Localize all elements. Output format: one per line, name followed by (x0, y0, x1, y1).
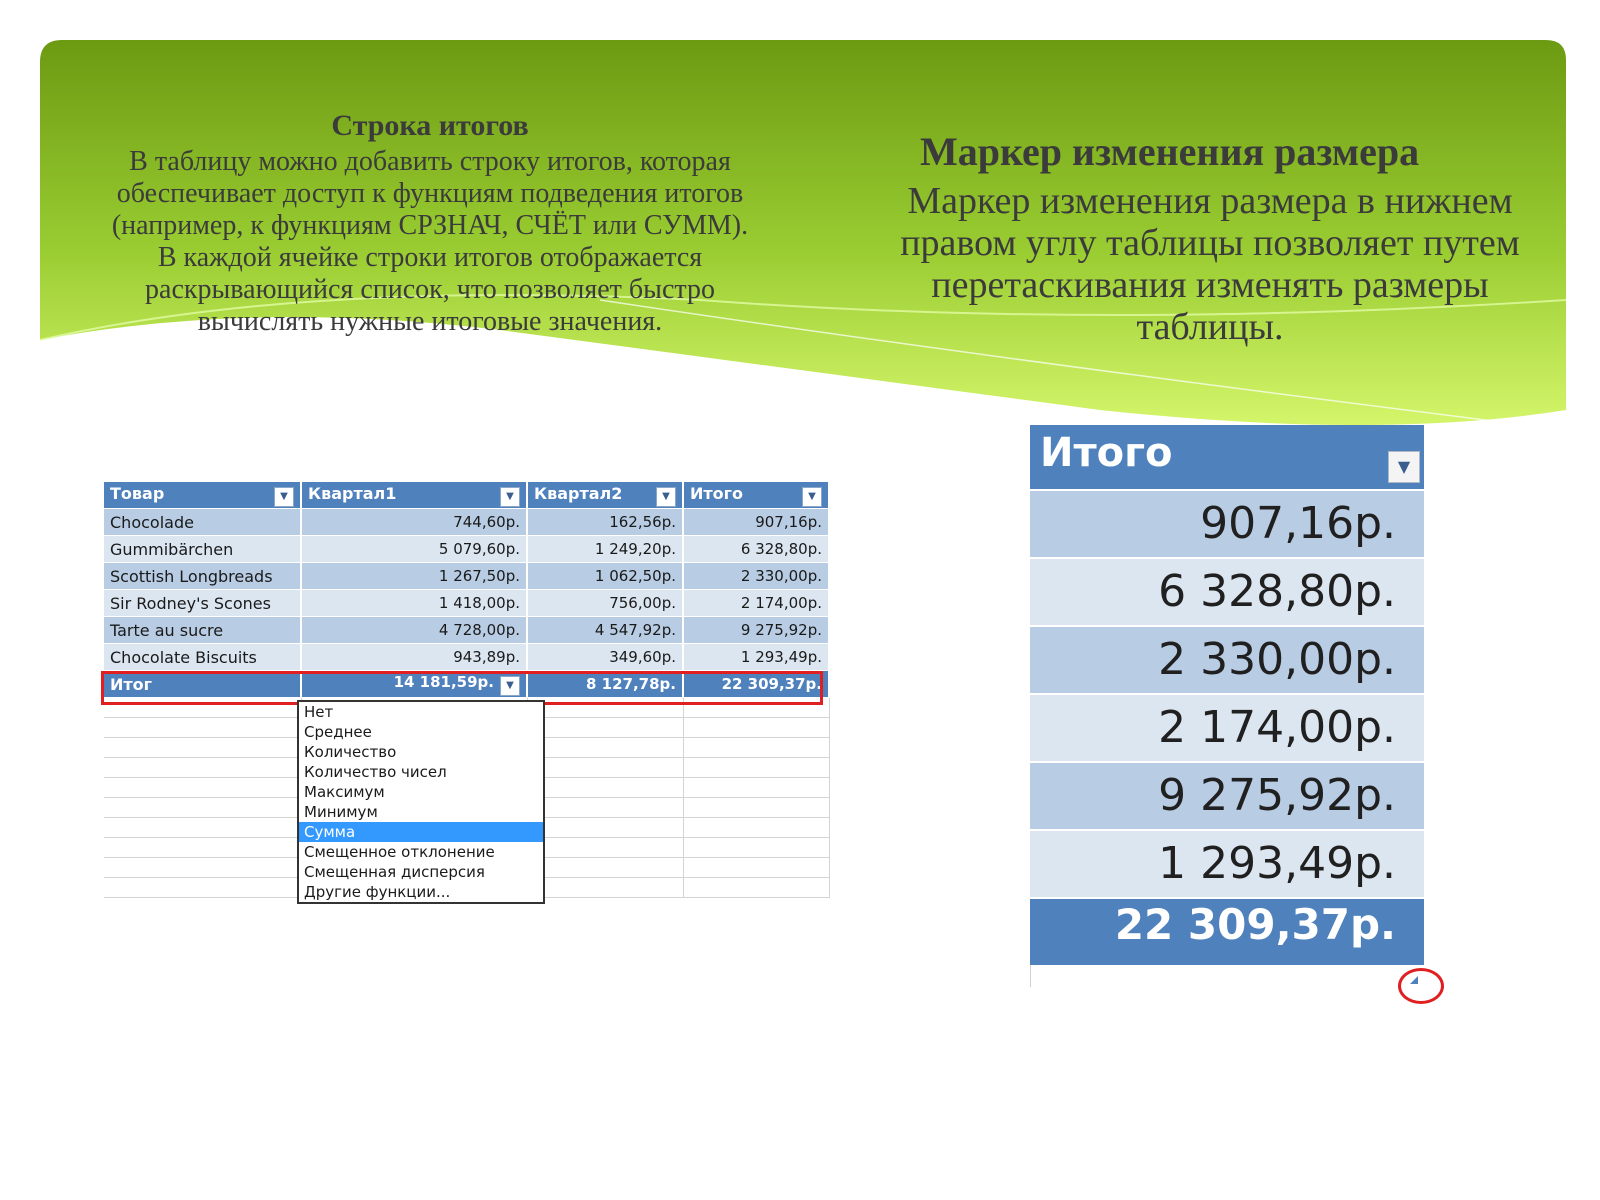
dropdown-arrow-icon[interactable]: ▼ (1388, 451, 1420, 483)
header-cell[interactable]: Квартал2 ▼ (527, 482, 683, 509)
empty-cell[interactable] (104, 838, 301, 858)
empty-cell[interactable] (683, 878, 829, 898)
empty-cell[interactable] (683, 718, 829, 738)
table-row (104, 563, 829, 590)
value-cell[interactable]: 5 079,60р. (301, 536, 527, 563)
value-cell[interactable]: 1 293,49р. (683, 644, 829, 671)
zoom-value-row[interactable]: 6 328,80р. (1030, 557, 1424, 625)
resize-marker-heading: Маркер изменения размера (920, 129, 1420, 174)
value-cell[interactable]: 1 062,50р. (527, 563, 683, 590)
empty-cell[interactable] (527, 838, 683, 858)
empty-cell[interactable] (104, 818, 301, 838)
dropdown-arrow-icon[interactable]: ▼ (656, 487, 676, 507)
value-cell[interactable]: 744,60р. (301, 509, 527, 536)
zoom-total-row[interactable]: 22 309,37р. (1030, 897, 1424, 965)
table-row (104, 590, 829, 617)
total-label-cell[interactable]: Итог (104, 671, 301, 698)
empty-cell[interactable] (683, 818, 829, 838)
empty-cell[interactable] (527, 758, 683, 778)
product-cell[interactable]: Tarte au sucre (104, 617, 301, 644)
zoomed-total-column (1030, 425, 1424, 987)
empty-cell[interactable] (104, 698, 301, 718)
resize-marker-description (880, 128, 1540, 348)
empty-cell[interactable] (683, 778, 829, 798)
dropdown-arrow-icon[interactable]: ▼ (500, 487, 520, 507)
dropdown-arrow-icon[interactable]: ▼ (500, 676, 520, 696)
resize-marker-body: Маркер изменения размера в нижнем правом углу таблицы позволяет путем перетаскивания изменять размеры таблицы. (900, 180, 1520, 348)
zoom-header (1030, 425, 1424, 489)
value-cell[interactable]: 907,16р. (683, 509, 829, 536)
empty-cell[interactable] (527, 818, 683, 838)
table-row (104, 644, 829, 671)
empty-cell[interactable] (527, 858, 683, 878)
header-cell[interactable]: Квартал1 ▼ (301, 482, 527, 509)
product-cell[interactable]: Sir Rodney's Scones (104, 590, 301, 617)
dropdown-item[interactable]: Нет (304, 703, 334, 721)
empty-cell[interactable] (104, 738, 301, 758)
dropdown-item-selected[interactable]: Сумма (299, 822, 543, 842)
total-row (104, 671, 829, 698)
empty-cell[interactable] (683, 698, 829, 718)
empty-cell[interactable] (527, 798, 683, 818)
value-cell[interactable]: 4 728,00р. (301, 617, 527, 644)
value-cell[interactable]: 2 174,00р. (683, 590, 829, 617)
value-cell[interactable]: 1 418,00р. (301, 590, 527, 617)
dropdown-item[interactable]: Смещенная дисперсия (304, 863, 485, 881)
value-cell[interactable]: 349,60р. (527, 644, 683, 671)
total-value-cell[interactable]: ▼ 14 181,59р. (301, 671, 527, 698)
total-value-cell[interactable]: 22 309,37р. (683, 671, 829, 698)
zoom-value-row[interactable]: 2 330,00р. (1030, 625, 1424, 693)
dropdown-arrow-icon[interactable]: ▼ (274, 487, 294, 507)
value-cell[interactable]: 162,56р. (527, 509, 683, 536)
value-cell[interactable]: 1 249,20р. (527, 536, 683, 563)
value-cell[interactable]: 4 547,92р. (527, 617, 683, 644)
empty-cell[interactable] (527, 718, 683, 738)
total-function-dropdown[interactable] (297, 700, 545, 904)
empty-cell[interactable] (527, 698, 683, 718)
product-cell[interactable]: Chocolade (104, 509, 301, 536)
excel-table (104, 482, 830, 901)
product-cell[interactable]: Chocolate Biscuits (104, 644, 301, 671)
dropdown-item[interactable]: Смещенное отклонение (304, 843, 495, 861)
table-header-row (104, 482, 829, 509)
zoom-header-label: Итого (1040, 430, 1173, 476)
empty-cell[interactable] (104, 758, 301, 778)
value-cell[interactable]: 943,89р. (301, 644, 527, 671)
empty-cell[interactable] (683, 838, 829, 858)
dropdown-item[interactable]: Среднее (304, 723, 372, 741)
empty-cell[interactable] (683, 758, 829, 778)
total-row-body: В таблицу можно добавить строку итогов, которая обеспечивает доступ к функциям подведения итогов (например, к функциям СРЗНАЧ, СЧЁТ или СУММ). В каждой ячейке строки итогов отображается раскрывающийся список, что позволяет быстро вычислять нужные итоговые значения. (111, 146, 749, 337)
header-cell[interactable]: Итого ▼ (683, 482, 829, 509)
total-row-heading: Строка итогов (331, 109, 529, 142)
value-cell[interactable]: 2 330,00р. (683, 563, 829, 590)
empty-cell[interactable] (104, 878, 301, 898)
empty-cell[interactable] (683, 798, 829, 818)
empty-cell[interactable] (527, 738, 683, 758)
empty-cell[interactable] (104, 778, 301, 798)
empty-cell[interactable] (104, 858, 301, 878)
empty-cell[interactable] (527, 778, 683, 798)
empty-cell[interactable] (527, 878, 683, 898)
table-row (104, 509, 829, 536)
zoom-value-row[interactable]: 1 293,49р. (1030, 829, 1424, 897)
zoom-value-row[interactable]: 907,16р. (1030, 489, 1424, 557)
empty-cell[interactable] (104, 718, 301, 738)
value-cell[interactable]: 6 328,80р. (683, 536, 829, 563)
header-cell[interactable]: Товар ▼ (104, 482, 301, 509)
table-row (104, 617, 829, 644)
product-cell[interactable]: Gummibärchen (104, 536, 301, 563)
dropdown-item[interactable]: Другие функции... (304, 883, 451, 901)
value-cell[interactable]: 756,00р. (527, 590, 683, 617)
dropdown-item[interactable]: Минимум (304, 803, 378, 821)
dropdown-item[interactable]: Количество (304, 743, 397, 761)
zoom-tail (1030, 965, 1424, 987)
total-value-cell[interactable]: 8 127,78р. (527, 671, 683, 698)
zoom-value-row[interactable]: 9 275,92р. (1030, 761, 1424, 829)
zoom-value-row[interactable]: 2 174,00р. (1030, 693, 1424, 761)
resize-handle-highlight (1398, 968, 1444, 1004)
total-row-description (110, 108, 750, 338)
empty-cell[interactable] (104, 798, 301, 818)
dropdown-item[interactable]: Максимум (304, 783, 385, 801)
value-cell[interactable]: 9 275,92р. (683, 617, 829, 644)
product-cell[interactable]: Scottish Longbreads (104, 563, 301, 590)
value-cell[interactable]: 1 267,50р. (301, 563, 527, 590)
empty-cell[interactable] (683, 858, 829, 878)
empty-cell[interactable] (683, 738, 829, 758)
dropdown-item[interactable]: Количество чисел (304, 763, 447, 781)
table-row (104, 536, 829, 563)
dropdown-arrow-icon[interactable]: ▼ (802, 487, 822, 507)
